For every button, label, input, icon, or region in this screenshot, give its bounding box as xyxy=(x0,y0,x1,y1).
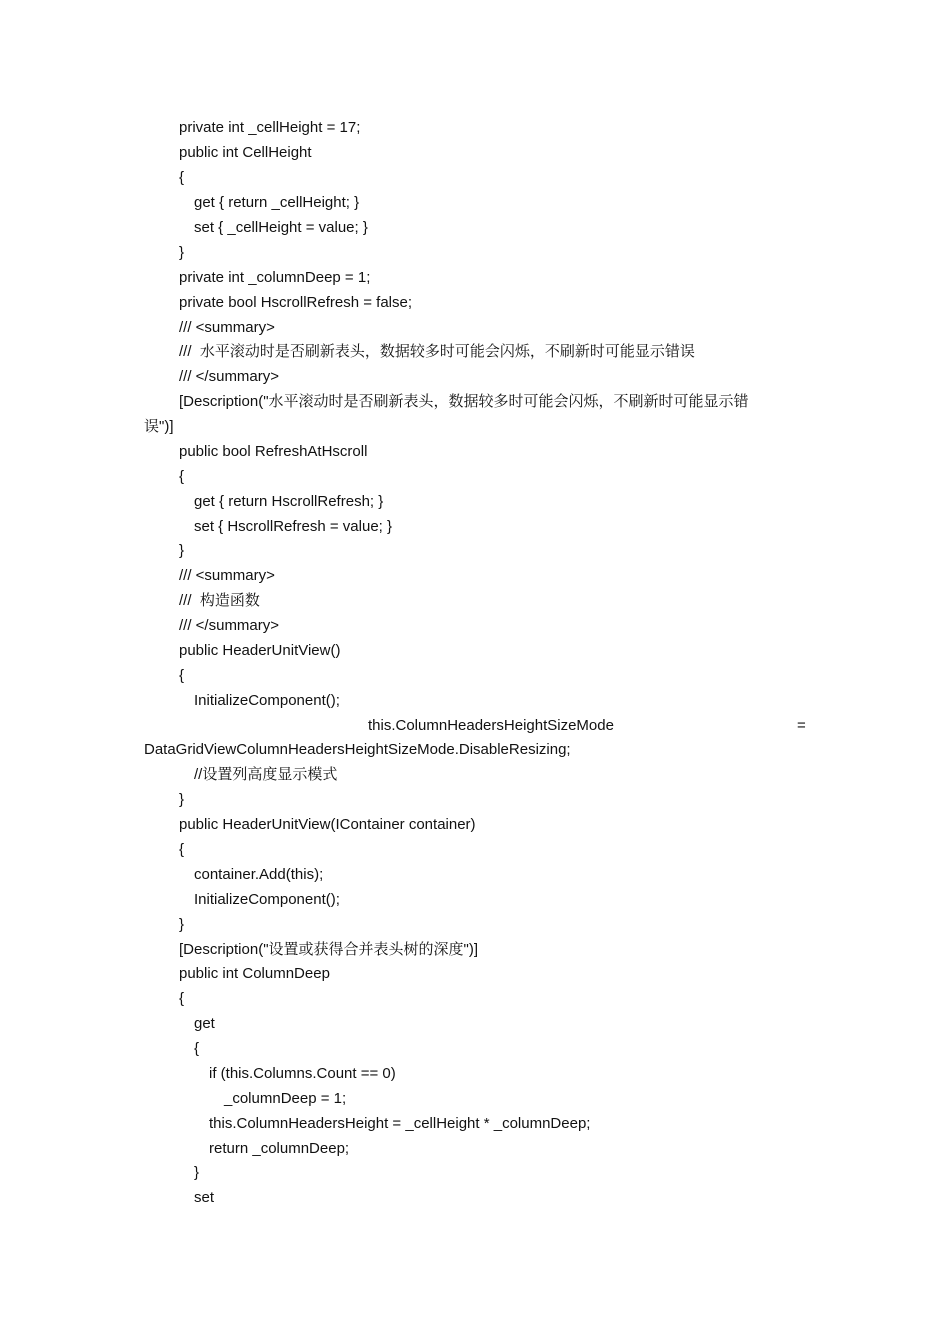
code-line: = xyxy=(797,717,806,734)
code-line: 误")] xyxy=(144,418,174,435)
code-line: InitializeComponent(); xyxy=(194,692,340,709)
code-line: public int ColumnDeep xyxy=(179,965,330,982)
code-line: /// <summary> xyxy=(179,319,275,336)
code-line: get { return _cellHeight; } xyxy=(194,194,360,211)
code-line: this.ColumnHeadersHeightSizeMode xyxy=(368,717,614,734)
code-line: { xyxy=(179,169,185,186)
code-line: public HeaderUnitView() xyxy=(179,642,341,659)
code-line: } xyxy=(179,791,185,808)
code-line: /// 构造函数 xyxy=(179,592,260,609)
code-line: { xyxy=(194,1040,200,1057)
code-line: DataGridViewColumnHeadersHeightSizeMode.DisableResizing; xyxy=(144,741,571,758)
code-line: public HeaderUnitView(IContainer container) xyxy=(179,816,476,833)
code-line: [Description("水平滚动时是否刷新表头，数据较多时可能会闪烁，不刷新时可能显示错 xyxy=(179,393,749,410)
code-line: public int CellHeight xyxy=(179,144,312,161)
code-line: } xyxy=(194,1164,200,1181)
code-line: public bool RefreshAtHscroll xyxy=(179,443,368,460)
code-line: /// <summary> xyxy=(179,567,275,584)
code-line: { xyxy=(179,468,185,485)
code-line: private bool HscrollRefresh = false; xyxy=(179,294,413,311)
code-line: { xyxy=(179,841,185,858)
code-line: set { _cellHeight = value; } xyxy=(194,219,368,236)
code-line: set { HscrollRefresh = value; } xyxy=(194,518,393,535)
code-line: //设置列高度显示模式 xyxy=(194,766,338,783)
code-line: container.Add(this); xyxy=(194,866,324,883)
code-line: _columnDeep = 1; xyxy=(224,1090,347,1107)
code-line: this.ColumnHeadersHeight = _cellHeight * _columnDeep; xyxy=(209,1115,591,1132)
code-line: private int _cellHeight = 17; xyxy=(179,119,361,136)
code-line: get { return HscrollRefresh; } xyxy=(194,493,384,510)
code-line: /// </summary> xyxy=(179,617,280,634)
code-line: } xyxy=(179,916,185,933)
code-line: /// 水平滚动时是否刷新表头，数据较多时可能会闪烁，不刷新时可能显示错误 xyxy=(179,343,695,360)
code-line: { xyxy=(179,990,185,1007)
code-line: [Description("设置或获得合并表头树的深度")] xyxy=(179,941,479,958)
code-line: get xyxy=(194,1015,215,1032)
code-line: /// </summary> xyxy=(179,368,280,385)
code-line: return _columnDeep; xyxy=(209,1140,350,1157)
code-line: InitializeComponent(); xyxy=(194,891,340,908)
code-line: } xyxy=(179,244,185,261)
code-line: set xyxy=(194,1189,215,1206)
code-line: if (this.Columns.Count == 0) xyxy=(209,1065,396,1082)
code-line: private int _columnDeep = 1; xyxy=(179,269,371,286)
code-line: { xyxy=(179,667,185,684)
code-line: } xyxy=(179,542,185,559)
